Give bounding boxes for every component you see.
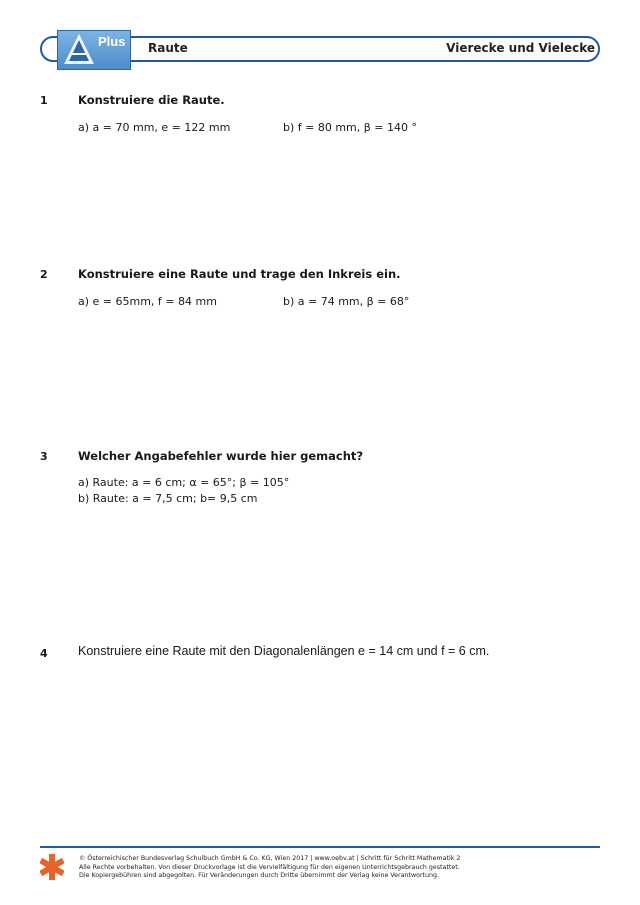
task-number-1: 1 xyxy=(40,94,48,107)
plus-logo xyxy=(57,30,131,70)
task-1-part-a: a) a = 70 mm, e = 122 mm xyxy=(78,121,231,134)
task-number-3: 3 xyxy=(40,450,48,463)
task-1-part-b: b) f = 80 mm, β = 140 ° xyxy=(283,121,417,134)
task-title-1: Konstruiere die Raute. xyxy=(78,93,225,107)
task-2-part-b: b) a = 74 mm, β = 68° xyxy=(283,295,410,308)
footer-line-1: © Österreichischer Bundesverlag Schulbuch GmbH & Co. KG, Wien 2017 | www.oebv.at | Schritt für Schritt Mathematik 2 xyxy=(79,855,461,862)
publisher-logo-icon xyxy=(40,854,64,884)
task-3-part-b: b) Raute: a = 7,5 cm; b= 9,5 cm xyxy=(78,492,258,505)
triangle-logo-icon xyxy=(62,32,96,66)
page-title: Raute xyxy=(148,41,188,55)
task-title-4: Konstruiere eine Raute mit den Diagonalenlängen e = 14 cm und f = 6 cm. xyxy=(78,644,490,658)
task-title-3: Welcher Angabefehler wurde hier gemacht? xyxy=(78,449,364,463)
page-topic: Vierecke und Vielecke xyxy=(446,41,595,55)
footer-line-3: Die Kopiergebühren sind abgegolten. Für Veränderungen durch Dritte übernimmt der Verlag keine Verantwortung. xyxy=(79,872,439,880)
footer-divider xyxy=(40,846,600,848)
task-number-2: 2 xyxy=(40,268,48,281)
task-3-part-a: a) Raute: a = 6 cm; α = 65°; β = 105° xyxy=(78,476,290,489)
task-title-2: Konstruiere eine Raute und trage den Inkreis ein. xyxy=(78,267,401,281)
task-2-part-a: a) e = 65mm, f = 84 mm xyxy=(78,295,217,308)
task-number-4: 4 xyxy=(40,647,48,660)
footer-copyright xyxy=(79,855,599,881)
logo-label: Plus xyxy=(98,34,126,49)
footer-line-2: Alle Rechte vorbehalten. Von dieser Druckvorlage ist die Vervielfältigung für den eigenen Unterrichtsgebrauch gestattet. xyxy=(79,863,460,871)
